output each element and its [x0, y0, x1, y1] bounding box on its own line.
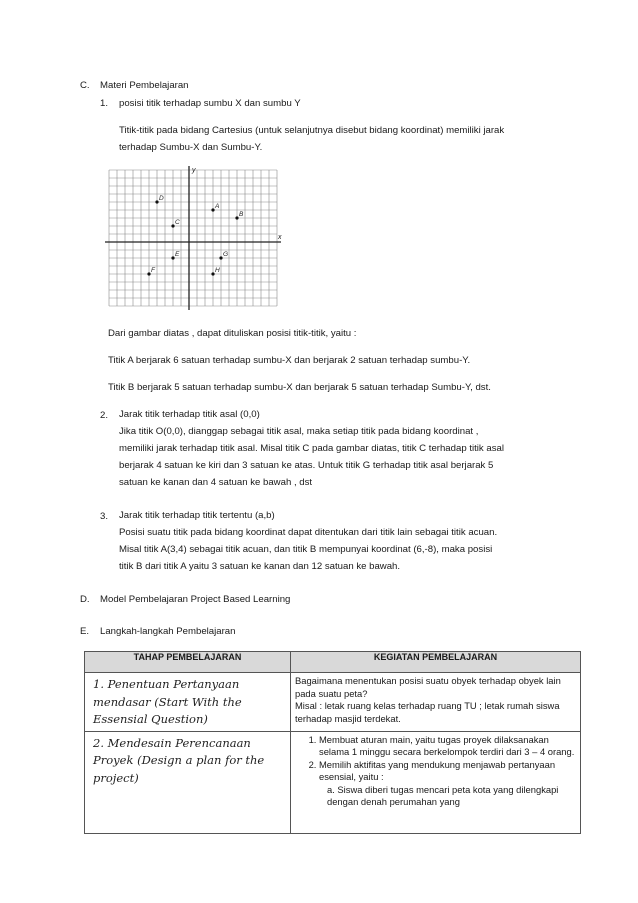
section-d-title: Model Pembelajaran Project Based Learning: [100, 594, 291, 605]
sub-list-item: a. Siswa diberi tugas mencari peta kota yang dilengkapi dengan denah perumahan yang: [327, 783, 559, 808]
activity-cell: [291, 731, 581, 833]
item-2-line-3: memiliki jarak terhadap titik asal. Misal titik C pada gambar diatas, titik C terhadap titik asal: [119, 443, 504, 454]
item-2-line-1: Jarak titik terhadap titik asal (0,0): [119, 409, 260, 420]
section-c-marker: C.: [80, 80, 90, 91]
point-label-g: G: [223, 251, 229, 258]
point-label-b: B: [239, 211, 244, 218]
stage-cell: 2. Mendesain Perencanaan Proyek (Design a plan for the project): [85, 731, 291, 833]
item-2-number: 2.: [100, 410, 109, 421]
item-2-line-4: berjarak 4 satuan ke kiri dan 3 satuan ke atas. Untuk titik G terhadap titik asal berjarak 5: [119, 460, 494, 471]
y-axis-label: y: [192, 167, 196, 174]
activity-question: Bagaimana menentukan posisi suatu obyek terhadap obyek lain pada suatu peta?: [295, 675, 561, 699]
item-3-line-3: Misal titik A(3,4) sebagai titik acuan, dan titik B mempunyai koordinat (6,-8), maka posisi: [119, 544, 493, 555]
point-label-a: A: [215, 203, 220, 210]
section-c-title: Materi Pembelajaran: [100, 80, 189, 91]
item-3-line-1: Jarak titik terhadap titik tertentu (a,b): [119, 510, 275, 521]
item-2-line-2: Jika titik O(0,0), dianggap sebagai titik asal, maka setiap titik pada bidang koordinat ,: [119, 426, 479, 437]
x-axis-label: x: [278, 234, 282, 241]
point-label-h: H: [215, 267, 220, 274]
point-a-description: Titik A berjarak 6 satuan terhadap sumbu-X dan berjarak 2 satuan terhadap sumbu-Y.: [108, 355, 471, 366]
activity-cell: [291, 673, 581, 732]
section-e-title: Langkah-langkah Pembelajaran: [100, 626, 236, 637]
item-3-line-2: Posisi suatu titik pada bidang koordinat dapat ditentukan dari titik lain sebagai titik acuan.: [119, 527, 498, 538]
learning-steps-table: [84, 651, 581, 834]
section-e-marker: E.: [80, 626, 90, 637]
header-stage: TAHAP PEMBELAJARAN: [85, 652, 291, 673]
point-b-description: Titik B berjarak 5 satuan terhadap sumbu-X dan berjarak 5 satuan terhadap Sumbu-Y, dst.: [108, 382, 491, 393]
point-label-d: D: [159, 195, 164, 202]
item-1-desc-line-2: terhadap Sumbu-X dan Sumbu-Y.: [119, 142, 263, 153]
point-label-f: F: [151, 267, 155, 274]
section-d-marker: D.: [80, 594, 90, 605]
header-activity: KEGIATAN PEMBELAJARAN: [291, 652, 581, 673]
table-row: [85, 731, 581, 833]
activity-example: Misal : letak ruang kelas terhadap ruang TU ; letak rumah siswa terhadap masjid terdekat.: [295, 700, 560, 724]
list-item: 2. Memilih aktifitas yang mendukung menjawab pertanyaan esensial, yaitu :: [319, 759, 576, 784]
point-label-c: C: [175, 219, 180, 226]
item-1-desc-line-1: Titik-titik pada bidang Cartesius (untuk selanjutnya disebut bidang koordinat) memiliki jarak: [119, 125, 505, 136]
item-2-line-5: satuan ke kanan dan 4 satuan ke bawah , dst: [119, 477, 313, 488]
list-item: 1. Membuat aturan main, yaitu tugas proyek dilaksanakan selama 1 minggu secara berkelompok terdiri dari 3 – 4 orang.: [319, 734, 576, 759]
table-header-row: [85, 652, 581, 673]
table-row: [85, 673, 581, 732]
item-3-line-4: titik B dari titik A yaitu 3 satuan ke kanan dan 12 satuan ke bawah.: [119, 561, 401, 572]
item-1-title: posisi titik terhadap sumbu X dan sumbu Y: [119, 98, 301, 109]
point-label-e: E: [175, 251, 180, 258]
item-1-number: 1.: [100, 98, 109, 109]
item-3-number: 3.: [100, 511, 109, 522]
graph-summary-line: Dari gambar diatas , dapat dituliskan posisi titik-titik, yaitu :: [108, 328, 357, 339]
cartesian-graph: [98, 165, 295, 313]
stage-cell: 1. Penentuan Pertanyaan mendasar (Start With the Essensial Question): [85, 673, 291, 732]
